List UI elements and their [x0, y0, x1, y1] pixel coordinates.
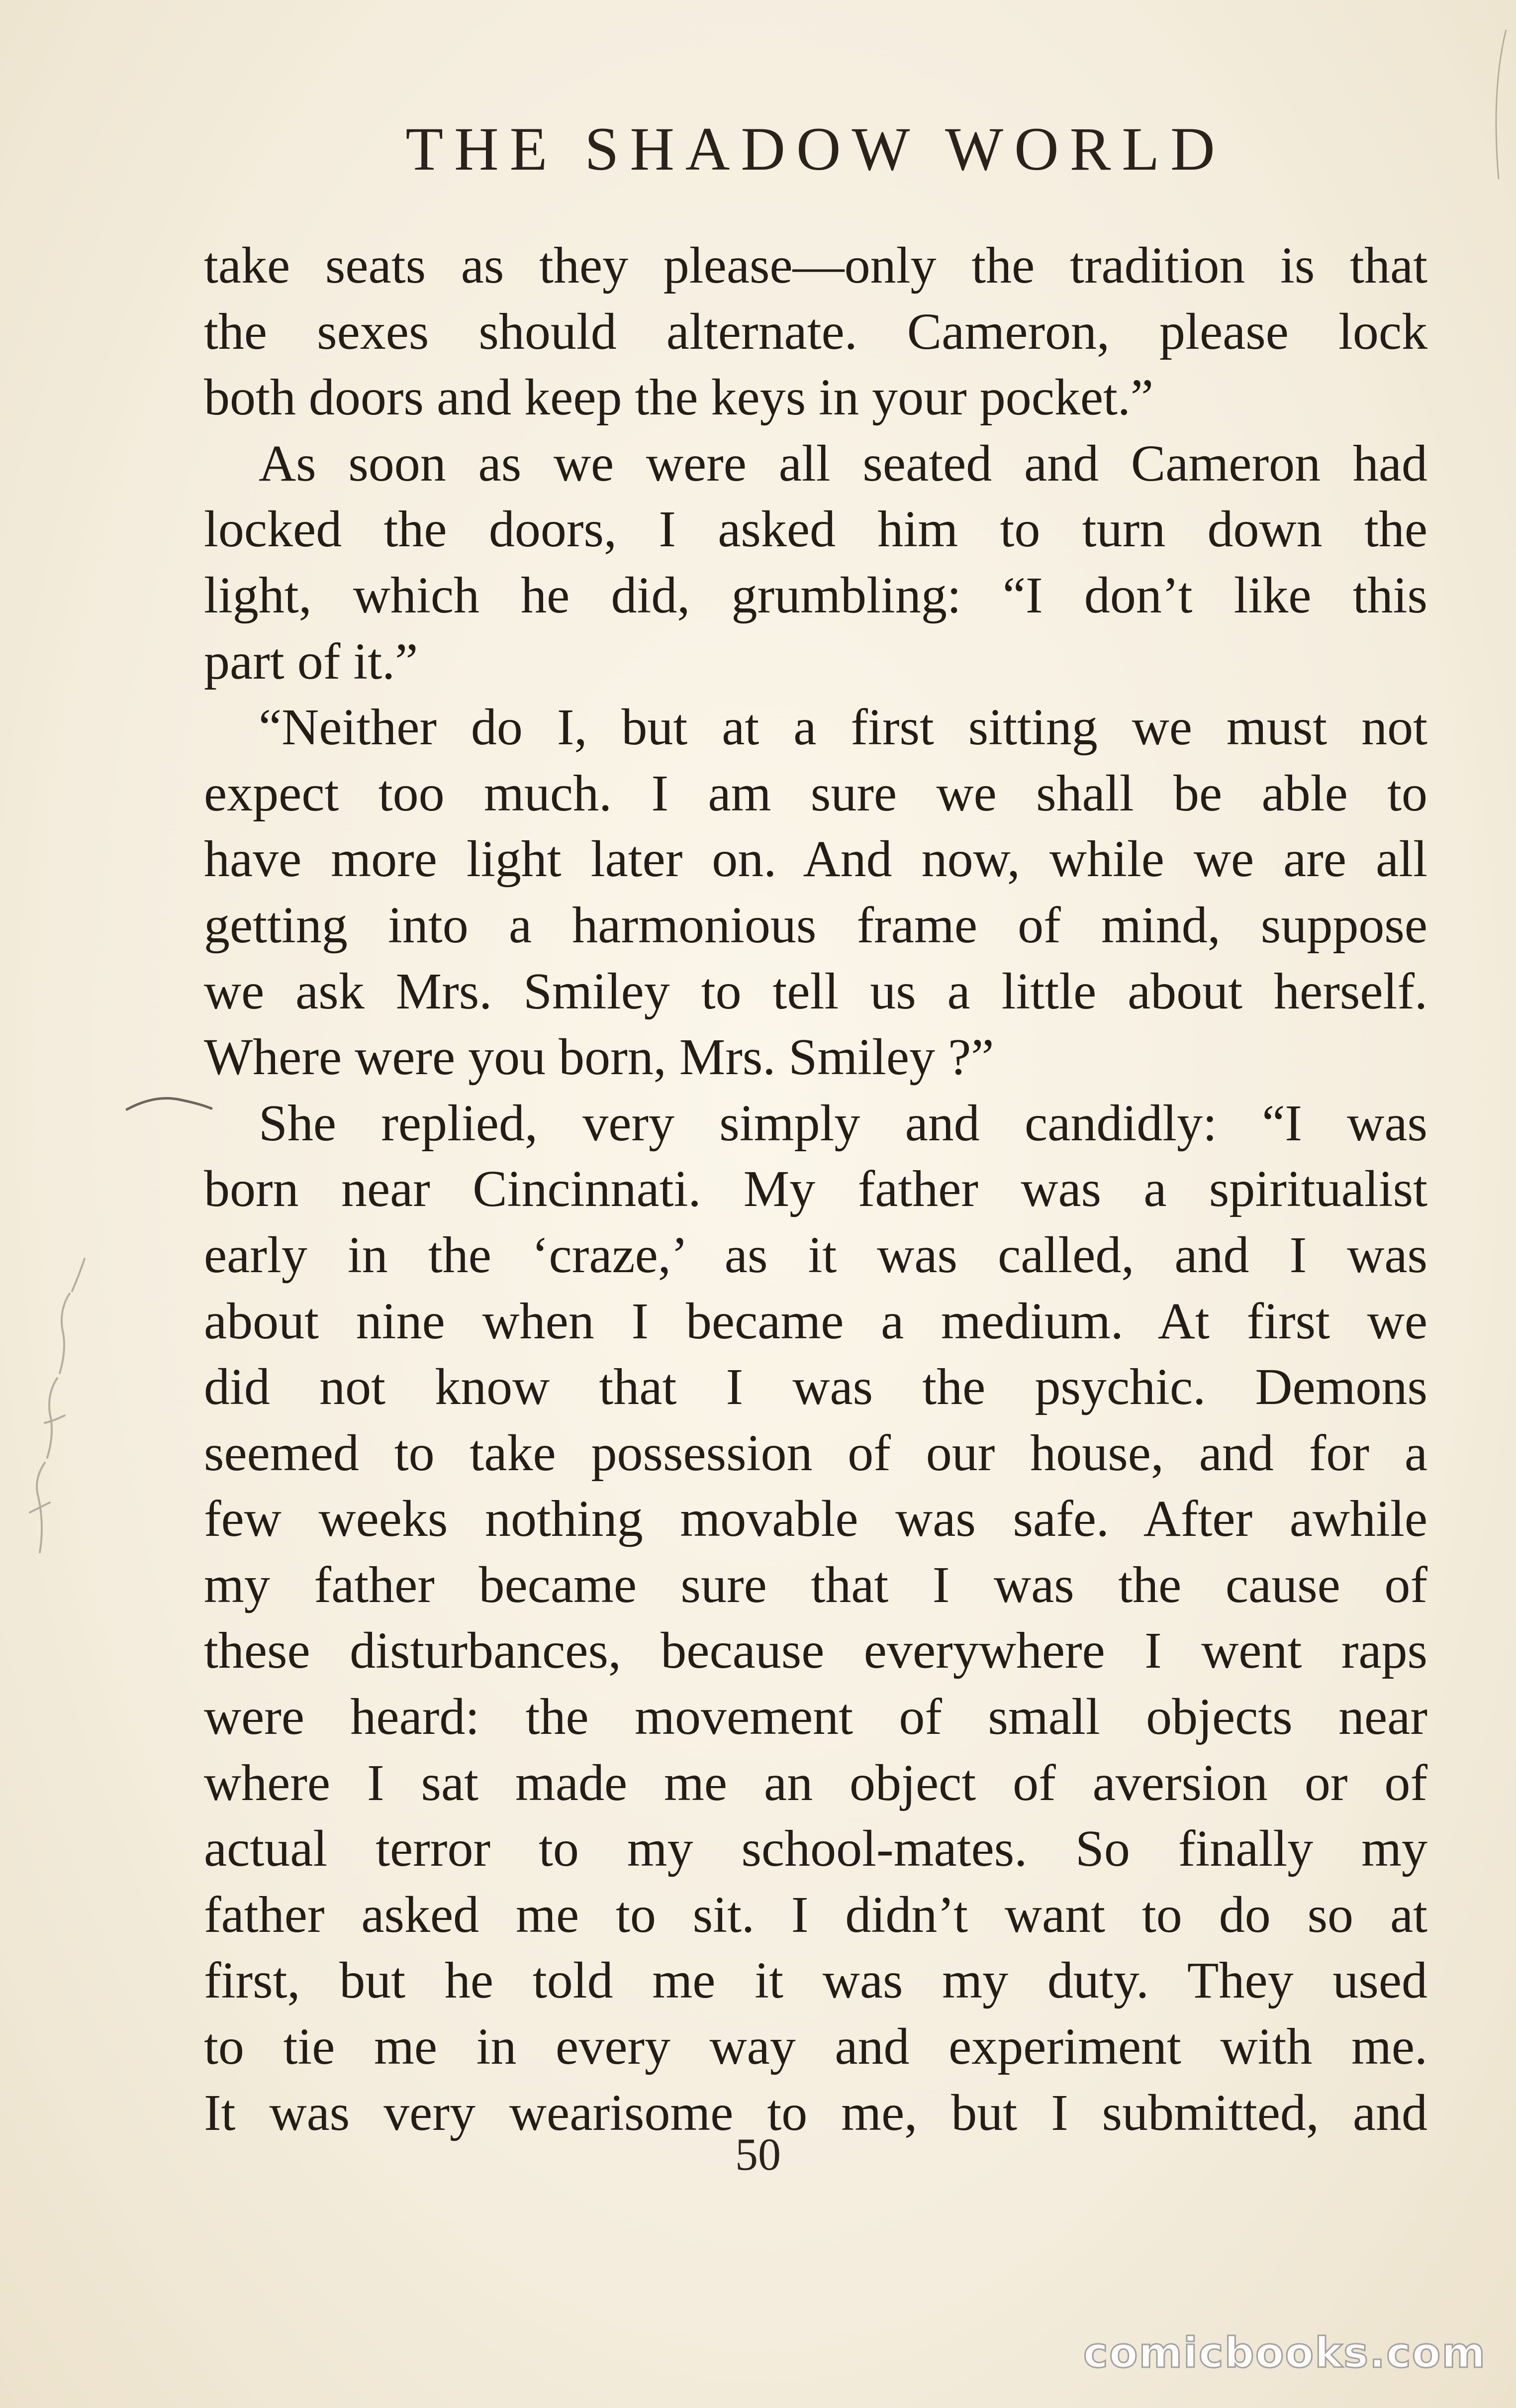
- text-line: the sexes should alternate. Cameron, please lock: [204, 302, 1427, 360]
- margin-pencil-annotation: [10, 1244, 109, 1592]
- text-line: It was very wearisome to me, but I submitted, and: [204, 2084, 1427, 2141]
- text-line: seemed to take possession of our house, and for a: [204, 1424, 1427, 1482]
- text-line: Where were you born, Mrs. Smiley ?”: [204, 1028, 994, 1086]
- text-line: about nine when I became a medium. At first we: [204, 1292, 1427, 1350]
- margin-pencil-dash: [124, 1090, 214, 1119]
- text-line: these disturbances, because everywhere I went raps: [204, 1622, 1427, 1680]
- text-line: As soon as we were all seated and Cameron had: [259, 434, 1427, 492]
- text-line: my father became sure that I was the cause of: [204, 1556, 1427, 1613]
- text-line: actual terror to my school-mates. So finally my: [204, 1820, 1427, 1878]
- text-line: both doors and keep the keys in your pocket.”: [204, 369, 1154, 426]
- text-line: early in the ‘craze,’ as it was called, and I was: [204, 1226, 1427, 1284]
- page-edge-mark: [1471, 30, 1511, 179]
- text-line: were heard: the movement of small objects near: [204, 1688, 1427, 1746]
- text-line: “Neither do I, but at a first sitting we must not: [259, 699, 1427, 756]
- text-line: have more light later on. And now, while we are all: [204, 830, 1427, 888]
- text-line: locked the doors, I asked him to turn down the: [204, 501, 1427, 558]
- text-line: first, but he told me it was my duty. They used: [204, 1952, 1427, 2009]
- text-line: we ask Mrs. Smiley to tell us a little about herself.: [204, 962, 1427, 1020]
- text-line: light, which he did, grumbling: “I don’t like this: [204, 566, 1427, 624]
- body-text: [204, 233, 1427, 2146]
- text-line: father asked me to sit. I didn’t want to do so at: [204, 1886, 1427, 1943]
- watermark: comicbooks.com: [1083, 2328, 1486, 2377]
- text-line: to tie me in every way and experiment with me.: [204, 2018, 1427, 2076]
- text-line: where I sat made me an object of aversion or of: [204, 1754, 1427, 1811]
- text-line: did not know that I was the psychic. Demons: [204, 1358, 1427, 1416]
- page-number: 50: [735, 2129, 781, 2180]
- text-line: born near Cincinnati. My father was a spiritualist: [204, 1160, 1427, 1218]
- text-line: getting into a harmonious frame of mind, suppose: [204, 896, 1427, 954]
- text-line: take seats as they please—only the tradition is that: [204, 237, 1427, 294]
- text-line: expect too much. I am sure we shall be able to: [204, 764, 1427, 822]
- text-line: She replied, very simply and candidly: “I was: [259, 1094, 1427, 1152]
- running-head: THE SHADOW WORLD: [405, 115, 1226, 183]
- text-line: part of it.”: [204, 632, 418, 690]
- text-line: few weeks nothing movable was safe. After awhile: [204, 1490, 1427, 1548]
